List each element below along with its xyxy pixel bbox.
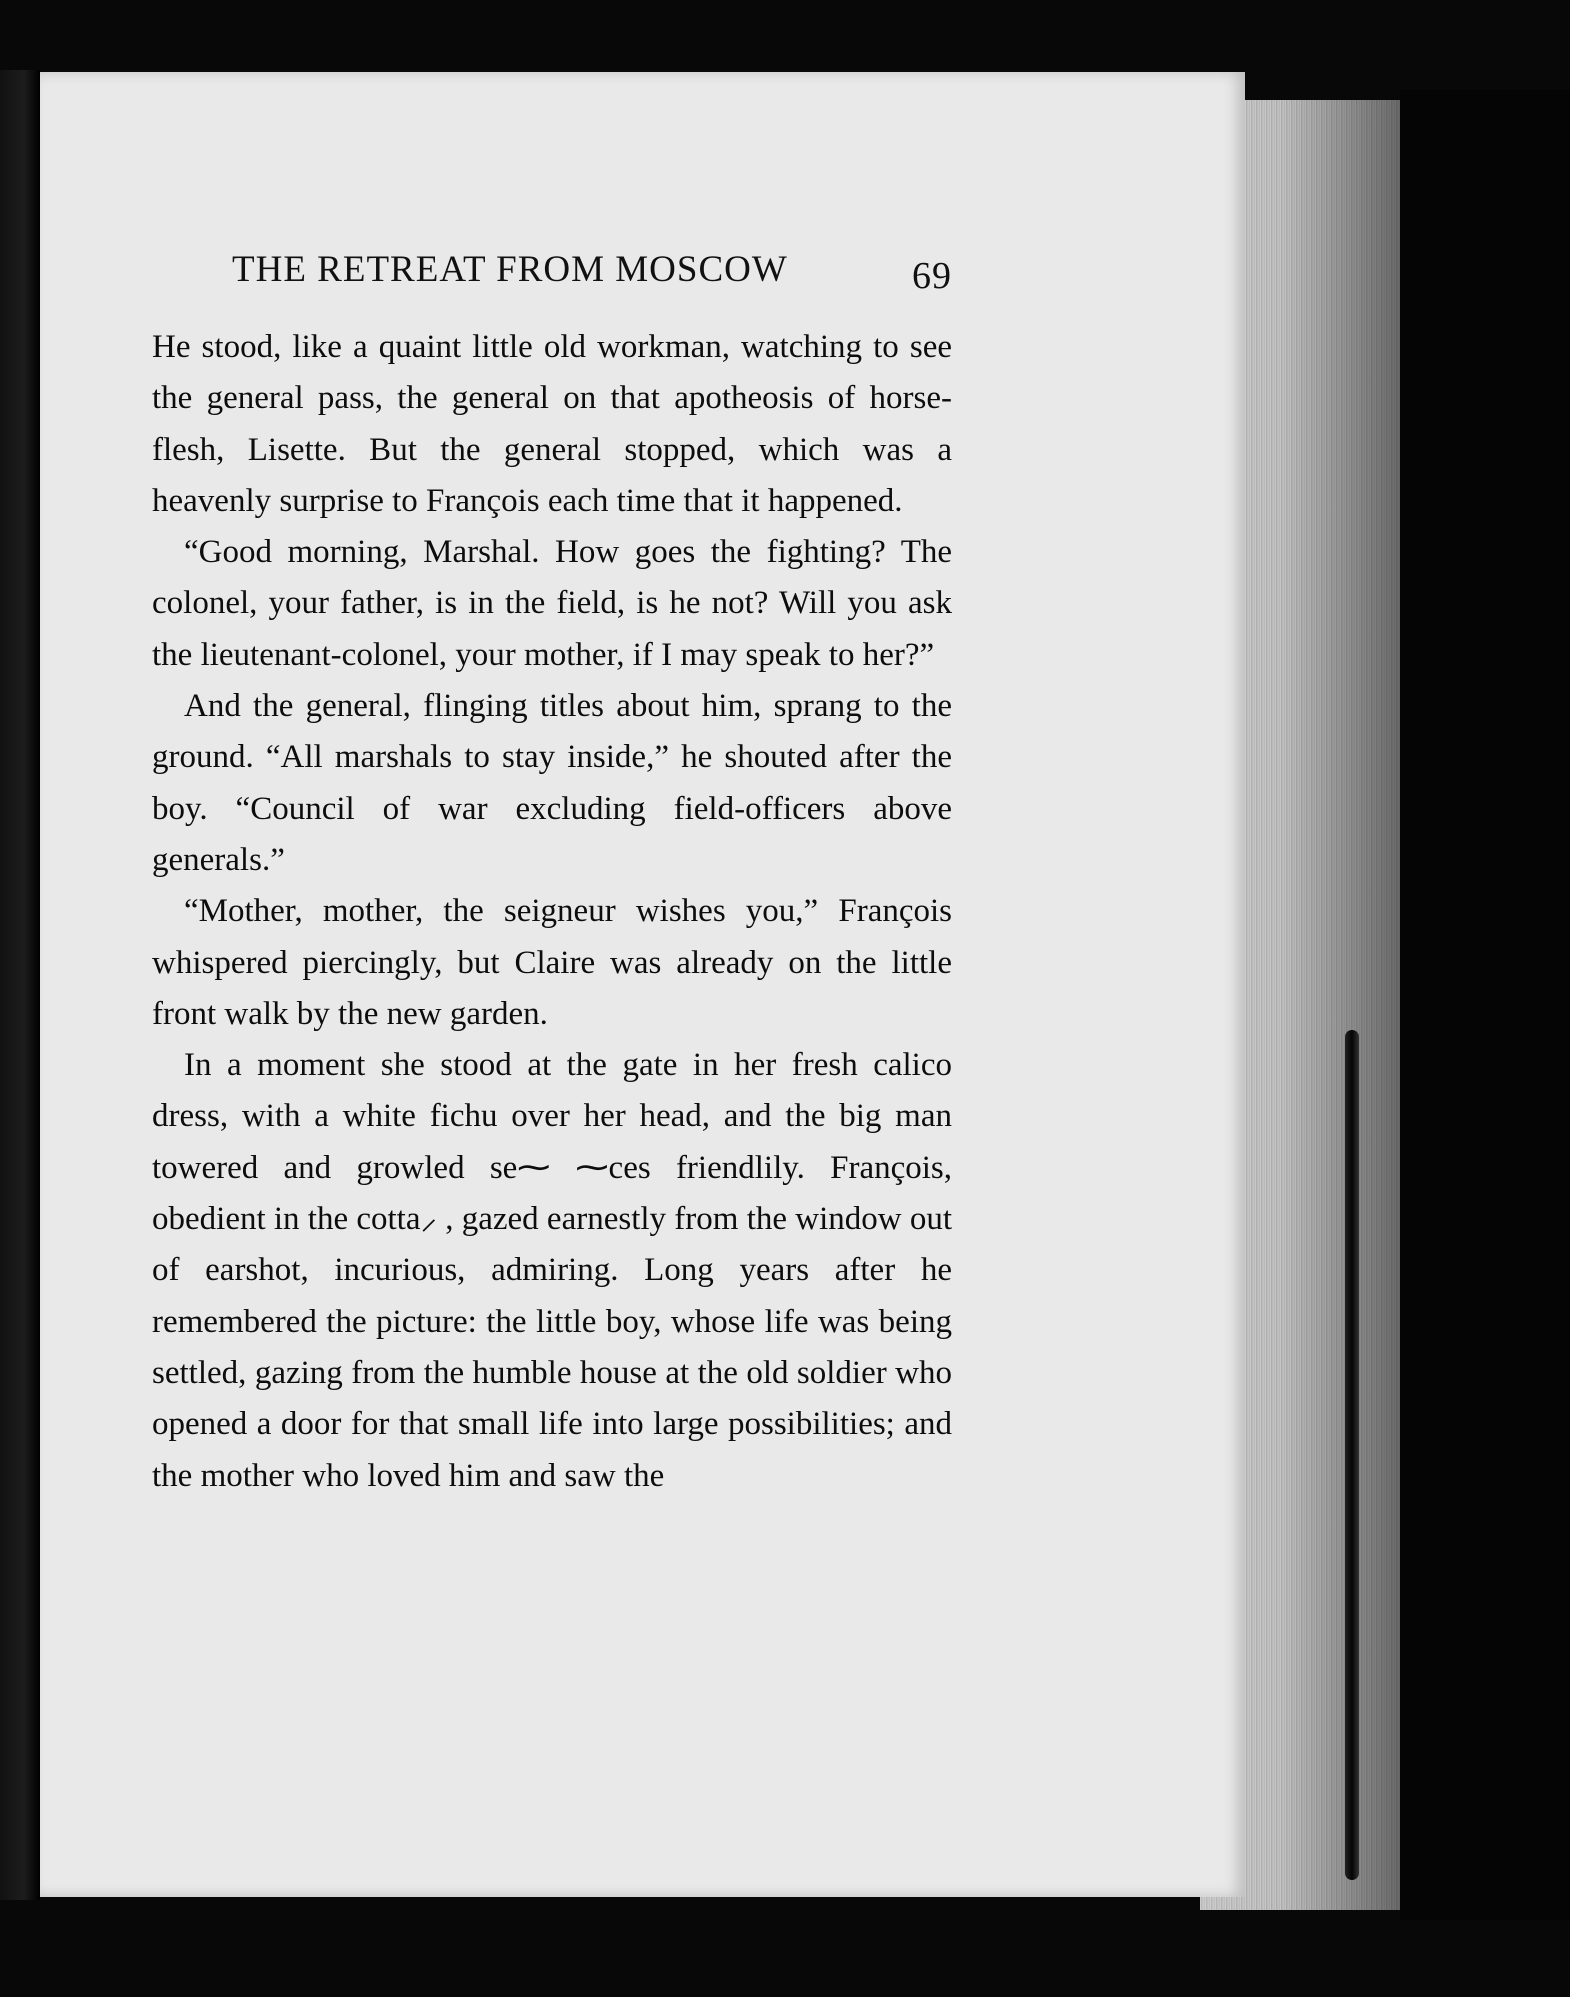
paragraph: “Good morning, Marshal. How goes the fighting? The colonel, your father, is in the field, is he not? Will you ask the lieutenant-colonel, your mother, if I may speak to her?”	[152, 534, 952, 673]
paragraph: “Mother, mother, the seigneur wishes you,” François whispered piercingly, but Claire was already on the little front walk by the new garden.	[152, 893, 952, 1032]
running-head	[190, 248, 960, 308]
previous-page-edge	[0, 70, 40, 1900]
paragraph: In a moment she stood at the gate in her fresh calico dress, with a white fichu over her head, and the big man towered and growled se⁓ ⁓ces friendlily. François, obedient in the cotta⸝ , gazed earnestly from the window out of earshot, incurious, admiring. Long years after he remembered the picture: the little boy, whose life was being settled, gazing from the humble house at the old soldier who opened a door for that small life into large possibilities; and the mother who loved him and saw the	[152, 1047, 953, 1494]
paragraph: He stood, like a quaint little old workman, watching to see the general pass, the general on that apotheosis of horse-flesh, Lisette. But the general stopped, which was a heavenly surprise to François each time that it happened.	[152, 329, 952, 519]
fore-edge-groove	[1345, 1030, 1359, 1880]
body-text	[152, 322, 952, 1502]
paragraph: And the general, flinging titles about him, sprang to the ground. “All marshals to stay inside,” he shouted after the boy. “Council of war excluding field-officers above generals.”	[152, 688, 952, 878]
book-cover-shadow	[1400, 90, 1570, 1920]
running-head-title: THE RETREAT FROM MOSCOW	[232, 249, 788, 290]
page-number: 69	[912, 255, 952, 297]
